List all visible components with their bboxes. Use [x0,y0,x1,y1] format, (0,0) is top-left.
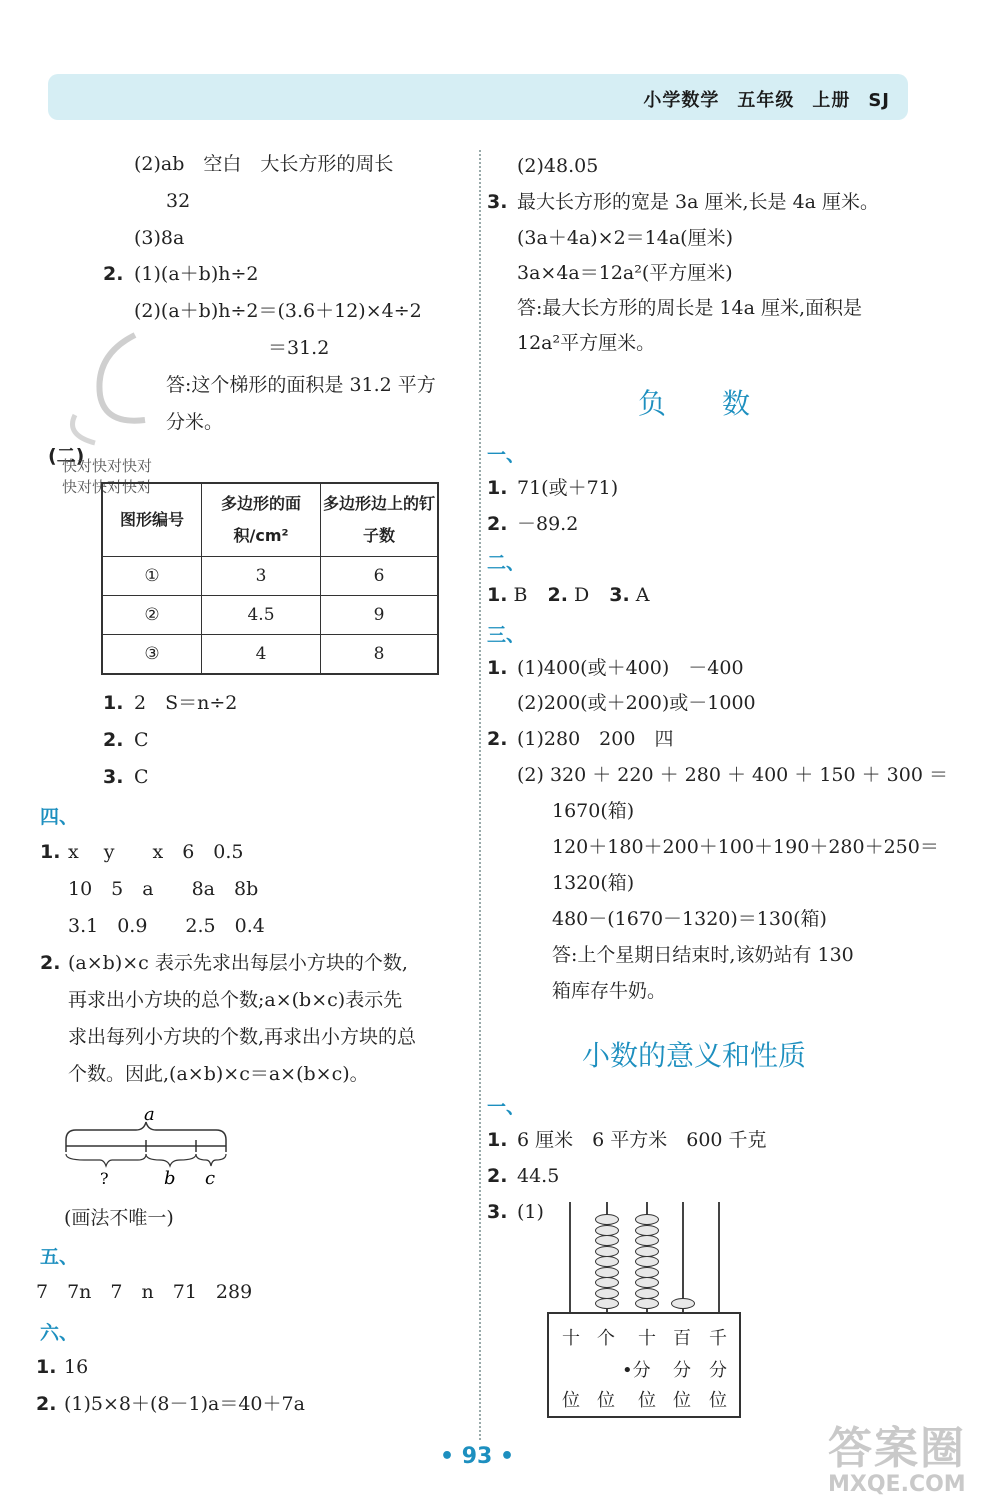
column-divider [479,150,481,1440]
table-cell: 3 [202,557,321,596]
n2-answer: －89.2 [517,513,579,535]
d2-answer: 44.5 [517,1165,560,1187]
abacus-bead [595,1214,619,1225]
mc-3-number: 3. [609,584,630,606]
q2-line-a: (1)(a＋b)h÷2 [134,263,259,285]
right-line-1: (2)48.05 [517,155,599,177]
p2-line-c: 1670(箱) [552,800,635,822]
table-header-row [102,483,438,557]
abacus-bead [635,1256,659,1267]
section-6-label: 六、 [40,1322,79,1344]
edition: SJ [868,90,890,111]
r3-line-b: (3a＋4a)×2＝14a(厘米) [517,227,733,249]
abacus-label: 千 [709,1328,727,1349]
left-line-2: 32 [166,190,191,212]
p2-line-d: 120＋180＋200＋100＋190＋280＋250＝ [552,836,939,858]
n1-answer: 71(或＋71) [517,477,619,499]
t1-number: 1. [103,692,124,714]
diagram-brace-b [146,1154,196,1166]
d3-answer: (1) [517,1201,544,1223]
abacus-rod [569,1202,571,1312]
abacus-rod [682,1202,684,1312]
diagram-brace-c [196,1154,226,1166]
s4-2-number: 2. [40,952,61,974]
mc-1-number: 1. [487,584,508,606]
site-logo [828,1412,993,1502]
n2-number: 2. [487,513,508,535]
t2-number: 2. [103,729,124,751]
abacus-label: 十 [562,1328,580,1349]
d2-number: 2. [487,1165,508,1187]
abacus-bead [595,1277,619,1288]
mc-3-answer: A [635,584,650,606]
q2-line-c: ＝31.2 [268,337,330,359]
table-header: 图形编号 [102,483,202,557]
abacus-bead [635,1298,659,1309]
r3-line-d: 答:最大长方形的周长是 14a 厘米,面积是 [517,297,863,319]
t1-answer: 2 S＝n÷2 [134,692,238,714]
s4-2-line-a: (a×b)×c 表示先求出每层小方块的个数, [68,952,408,974]
abacus-label: 位 [638,1390,656,1411]
p1-number: 1. [487,657,508,679]
diagram-note: (画法不唯一) [64,1207,174,1229]
watermark-line-2: 快对快对快对 [62,478,153,496]
left-line-3: (3)8a [134,227,185,249]
section-2-label-right: 二、 [487,552,526,574]
header-bar [48,74,908,120]
t3-answer: C [134,766,149,788]
table-header: 多边形的面积/cm² [202,483,321,557]
s6-1-number: 1. [36,1356,57,1378]
s4-2-line-d: 个数。因此,(a×b)×c＝a×(b×c)。 [68,1063,369,1085]
title-decimals: 小数的意义和性质 [582,1039,807,1072]
q2-line-d: 答:这个梯形的面积是 31.2 平方 [166,374,436,396]
abacus-bead [595,1298,619,1309]
t2-answer: C [134,729,149,751]
table-cell: 9 [321,596,439,635]
abacus-bead [635,1246,659,1257]
abacus-label: 十 [638,1328,656,1349]
table-cell: ③ [102,635,202,674]
r3-line-c: 3a×4a＝12a²(平方厘米) [517,262,733,284]
s4-1-line-c: 3.1 0.9 2.5 0.4 [68,915,265,937]
s5-answer: 7 7n 7 n 71 289 [36,1281,253,1303]
table-cell: 4 [202,635,321,674]
p2-line-e: 1320(箱) [552,872,635,894]
mc-1-answer: B [513,584,528,606]
diagram-label-a: a [144,1104,155,1125]
table-row [102,557,438,596]
table-cell: 6 [321,557,439,596]
q2-line-e: 分米。 [166,411,224,433]
abacus-label: 位 [709,1390,727,1411]
mc-2-answer: D [574,584,590,606]
table-cell: 8 [321,635,439,674]
logo-text: 答案圈 [828,1423,966,1474]
pencil-scribble [55,325,175,455]
diagram-brace-q [66,1154,146,1166]
section-3-label: 三、 [487,624,526,646]
d1-number: 1. [487,1129,508,1151]
p2-number: 2. [487,728,508,750]
abacus-label: 个 [597,1328,615,1349]
r3-number: 3. [487,191,508,213]
p2-line-a: (1)280 200 四 [517,728,674,750]
r3-line-e: 12a²平方厘米。 [517,332,656,354]
table-row [102,635,438,674]
s4-1-line-b: 10 5 a 8a 8b [68,878,259,900]
abacus-label: •分 [622,1360,651,1381]
abacus-bead [671,1298,695,1309]
abacus-bead [635,1277,659,1288]
t3-number: 3. [103,766,124,788]
p2-line-f: 480－(1670－1320)＝130(箱) [552,908,827,930]
table-header: 多边形边上的钉子数 [321,483,439,557]
title-negative-numbers: 负 数 [638,387,751,420]
section-5-label: 五、 [40,1246,79,1268]
q2-number: 2. [103,263,124,285]
watermark-line-1: 快对快对快对 [62,457,153,475]
diagram-label-b: b [164,1168,176,1189]
logo-url: MXQE.COM [828,1472,966,1497]
brace-diagram [60,1100,240,1195]
abacus-bead [595,1246,619,1257]
section-4-label: 四、 [40,806,79,828]
abacus-label: 百 [673,1328,691,1349]
d3-number: 3. [487,1201,508,1223]
abacus-bead [595,1267,619,1278]
abacus-bead [635,1235,659,1246]
diagram-label-c: c [205,1168,216,1189]
grade: 五年级 [737,90,795,111]
abacus-label: 位 [597,1390,615,1411]
s6-2-answer: (1)5×8＋(8－1)a＝40＋7a [64,1393,305,1415]
s4-1-line-a: x y x 6 0.5 [68,841,244,863]
abacus-label: 位 [673,1390,691,1411]
s4-1-number: 1. [40,841,61,863]
s6-1-answer: 16 [64,1356,89,1378]
table-cell: 4.5 [202,596,321,635]
diagram-label-q: ? [100,1169,109,1188]
mc-2-number: 2. [547,584,568,606]
volume: 上册 [812,90,851,111]
p1-line-a: (1)400(或＋400) －400 [517,657,744,679]
abacus-bead [595,1225,619,1236]
p2-line-b: (2) 320 ＋ 220 ＋ 280 ＋ 400 ＋ 150 ＋ 300 ＝ [517,764,948,786]
abacus-bead [595,1288,619,1299]
p2-line-g: 答:上个星期日结束时,该奶站有 130 [552,944,854,966]
d1-answer: 6 厘米 6 平方米 600 千克 [517,1129,767,1151]
s4-2-line-c: 求出每列小方块的个数,再求出小方块的总 [68,1026,417,1048]
q2-line-b: (2)(a＋b)h÷2＝(3.6＋12)×4÷2 [134,300,422,322]
left-line-1: (2)ab 空白 大长方形的周长 [134,153,394,175]
s6-2-number: 2. [36,1393,57,1415]
polygon-table [101,482,439,675]
abacus-bead [635,1288,659,1299]
p1-line-b: (2)200(或＋200)或－1000 [517,692,756,714]
abacus-bead [635,1267,659,1278]
r3-line-a: 最大长方形的宽是 3a 厘米,长是 4a 厘米。 [517,191,880,213]
s4-2-line-b: 再求出小方块的总个数;a×(b×c)表示先 [68,989,403,1011]
abacus-rod [718,1202,720,1312]
n1-number: 1. [487,477,508,499]
abacus-bead [635,1225,659,1236]
abacus-label: 分 [709,1360,727,1381]
mc-answers [487,583,650,607]
section-b1-label: 一、 [487,1096,526,1118]
abacus-label: 分 [673,1360,691,1381]
subject: 小学数学 [643,90,720,111]
page-number: • 93 • [440,1444,515,1469]
abacus-label-box [547,1312,741,1418]
abacus-label: 位 [562,1390,580,1411]
p2-line-h: 箱库存牛奶。 [552,980,667,1002]
table-cell: ① [102,557,202,596]
table-row [102,596,438,635]
table-cell: ② [102,596,202,635]
header-text [625,86,890,112]
abacus-bead [595,1235,619,1246]
abacus-bead [635,1214,659,1225]
section-1-label: 一、 [487,444,526,466]
section-2-label: (二) [48,445,85,467]
abacus-bead [595,1256,619,1267]
